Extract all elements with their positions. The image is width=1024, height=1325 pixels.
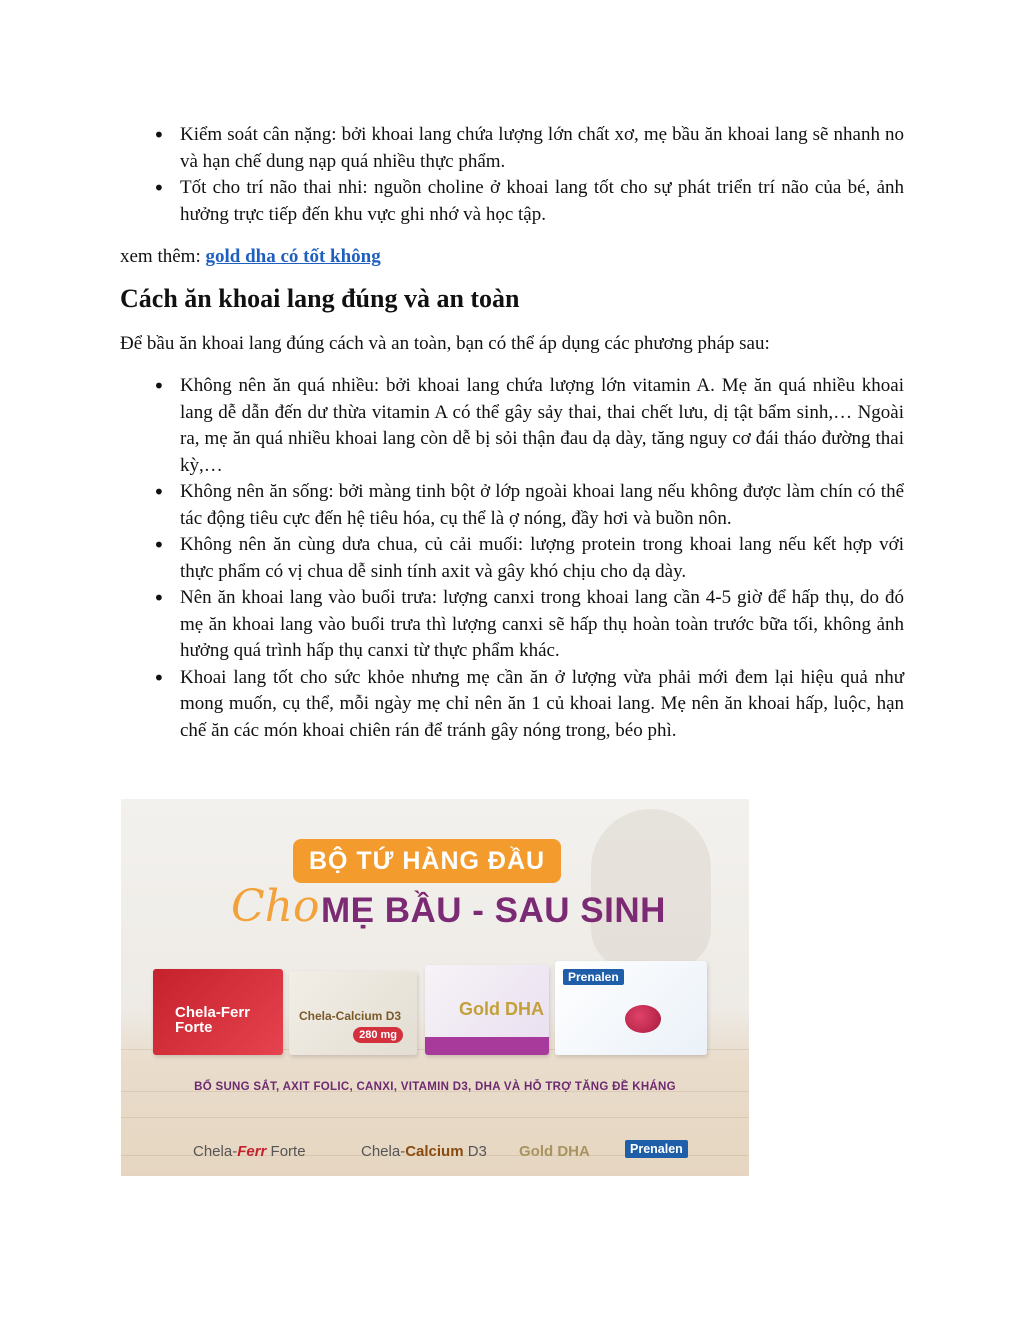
chela-calcium-box <box>289 971 417 1055</box>
list-item: • Kiểm soát cân nặng: bởi khoai lang chứa lượng lớn chất xơ, mẹ bầu ăn khoai lang sẽ nhanh no và hạn chế dung nạp quá nhiều thực phẩm. <box>120 122 904 175</box>
see-more-prefix: xem thêm: <box>120 246 206 267</box>
section-heading: Cách ăn khoai lang đúng và an toàn <box>120 284 520 313</box>
logo-text: Chela- <box>193 1143 238 1160</box>
chela-ferr-box <box>153 969 283 1055</box>
methods-list <box>120 373 904 744</box>
intro-paragraph: Để bầu ăn khoai lang đúng cách và an toàn, bạn có thể áp dụng các phương pháp sau: <box>120 333 770 354</box>
prenalen-logo: Prenalen <box>625 1140 688 1158</box>
chela-calcium-logo <box>361 1143 487 1160</box>
prenalen-box-label: Prenalen <box>563 969 624 985</box>
box-stripe <box>425 1037 549 1055</box>
logo-text-bold: Ferr <box>237 1143 267 1160</box>
see-more-line <box>120 246 381 268</box>
banner-headline: MẸ BẦU - SAU SINH <box>321 891 666 930</box>
banner-script-word: Cho <box>231 881 320 932</box>
benefits-list <box>120 122 904 228</box>
gold-dha-logo: Gold DHA <box>519 1143 590 1160</box>
pregnant-mother-silhouette <box>591 809 711 969</box>
logo-text-bold: Calcium <box>405 1143 464 1160</box>
list-item: • Không nên ăn quá nhiều: bởi khoai lang chứa lượng lớn vitamin A. Mẹ ăn quá nhiều khoai lang dễ dẫn đến dư thừa vitamin A có thể gây sảy thai, thai chết lưu, dị tật bẩm sinh,… Ngoài ra, mẹ ăn quá nhiều khoai lang còn dễ bị sỏi thận đau dạ dày, tăng nguy cơ đái tháo đường thai kỳ,… <box>120 373 904 479</box>
raspberry-icon <box>625 1005 661 1033</box>
banner-top-label: BỘ TỨ HÀNG ĐẦU <box>293 839 561 883</box>
list-item: • Không nên ăn cùng dưa chua, củ cải muối: lượng protein trong khoai lang nếu kết hợp với thực phẩm có vị chua dễ sinh tính axit và gây khó chịu cho dạ dày. <box>120 532 904 585</box>
logo-text: D3 <box>463 1143 487 1160</box>
gold-dha-box <box>425 965 549 1055</box>
list-item: • Nên ăn khoai lang vào buổi trưa: lượng canxi trong khoai lang cần 4-5 giờ để hấp thụ, do đó mẹ ăn khoai lang vào buổi trưa thì lượng canxi sẽ hấp thụ hoàn toàn trước bữa tối, không ảnh hưởng quá trình hấp thụ canxi từ thực phẩm khác. <box>120 585 904 665</box>
product-banner-image <box>121 799 749 1176</box>
list-item: • Không nên ăn sống: bởi màng tinh bột ở lớp ngoài khoai lang nếu không được làm chín có thể tác động tiêu cực đến hệ tiêu hóa, cụ thể là ợ nóng, đầy hơi và buồn nôn. <box>120 479 904 532</box>
logo-text: Forte <box>266 1143 306 1160</box>
prenalen-box <box>555 961 707 1055</box>
list-item: • Khoai lang tốt cho sức khỏe nhưng mẹ cần ăn ở lượng vừa phải mới đem lại hiệu quả như mong muốn, cụ thể, mỗi ngày mẹ chỉ nên ăn 1 củ khoai lang. Mẹ nên ăn khoai hấp, luộc, hạn chế ăn các món khoai chiên rán để tránh gây nóng trong, béo phì. <box>120 665 904 745</box>
see-more-link[interactable]: gold dha có tốt không <box>205 246 381 267</box>
gold-dha-box-label: Gold DHA <box>459 999 544 1019</box>
banner-tagline: BỔ SUNG SẮT, AXIT FOLIC, CANXI, VITAMIN D3, DHA VÀ HỖ TRỢ TĂNG ĐỀ KHÁNG <box>194 1081 676 1093</box>
chela-ferr-logo <box>193 1143 306 1160</box>
chela-calcium-box-label: Chela-Calcium D3 <box>299 1009 402 1023</box>
list-item: • Tốt cho trí não thai nhi: nguồn choline ở khoai lang tốt cho sự phát triển trí não của bé, ảnh hưởng trực tiếp đến khu vực ghi nhớ và học tập. <box>120 175 904 228</box>
logo-text: Chela- <box>361 1143 406 1160</box>
wood-grain <box>121 1117 749 1118</box>
calcium-dose-tag: 280 mg <box>353 1027 403 1043</box>
chela-ferr-box-label: Chela-Ferr Forte <box>175 1004 251 1036</box>
